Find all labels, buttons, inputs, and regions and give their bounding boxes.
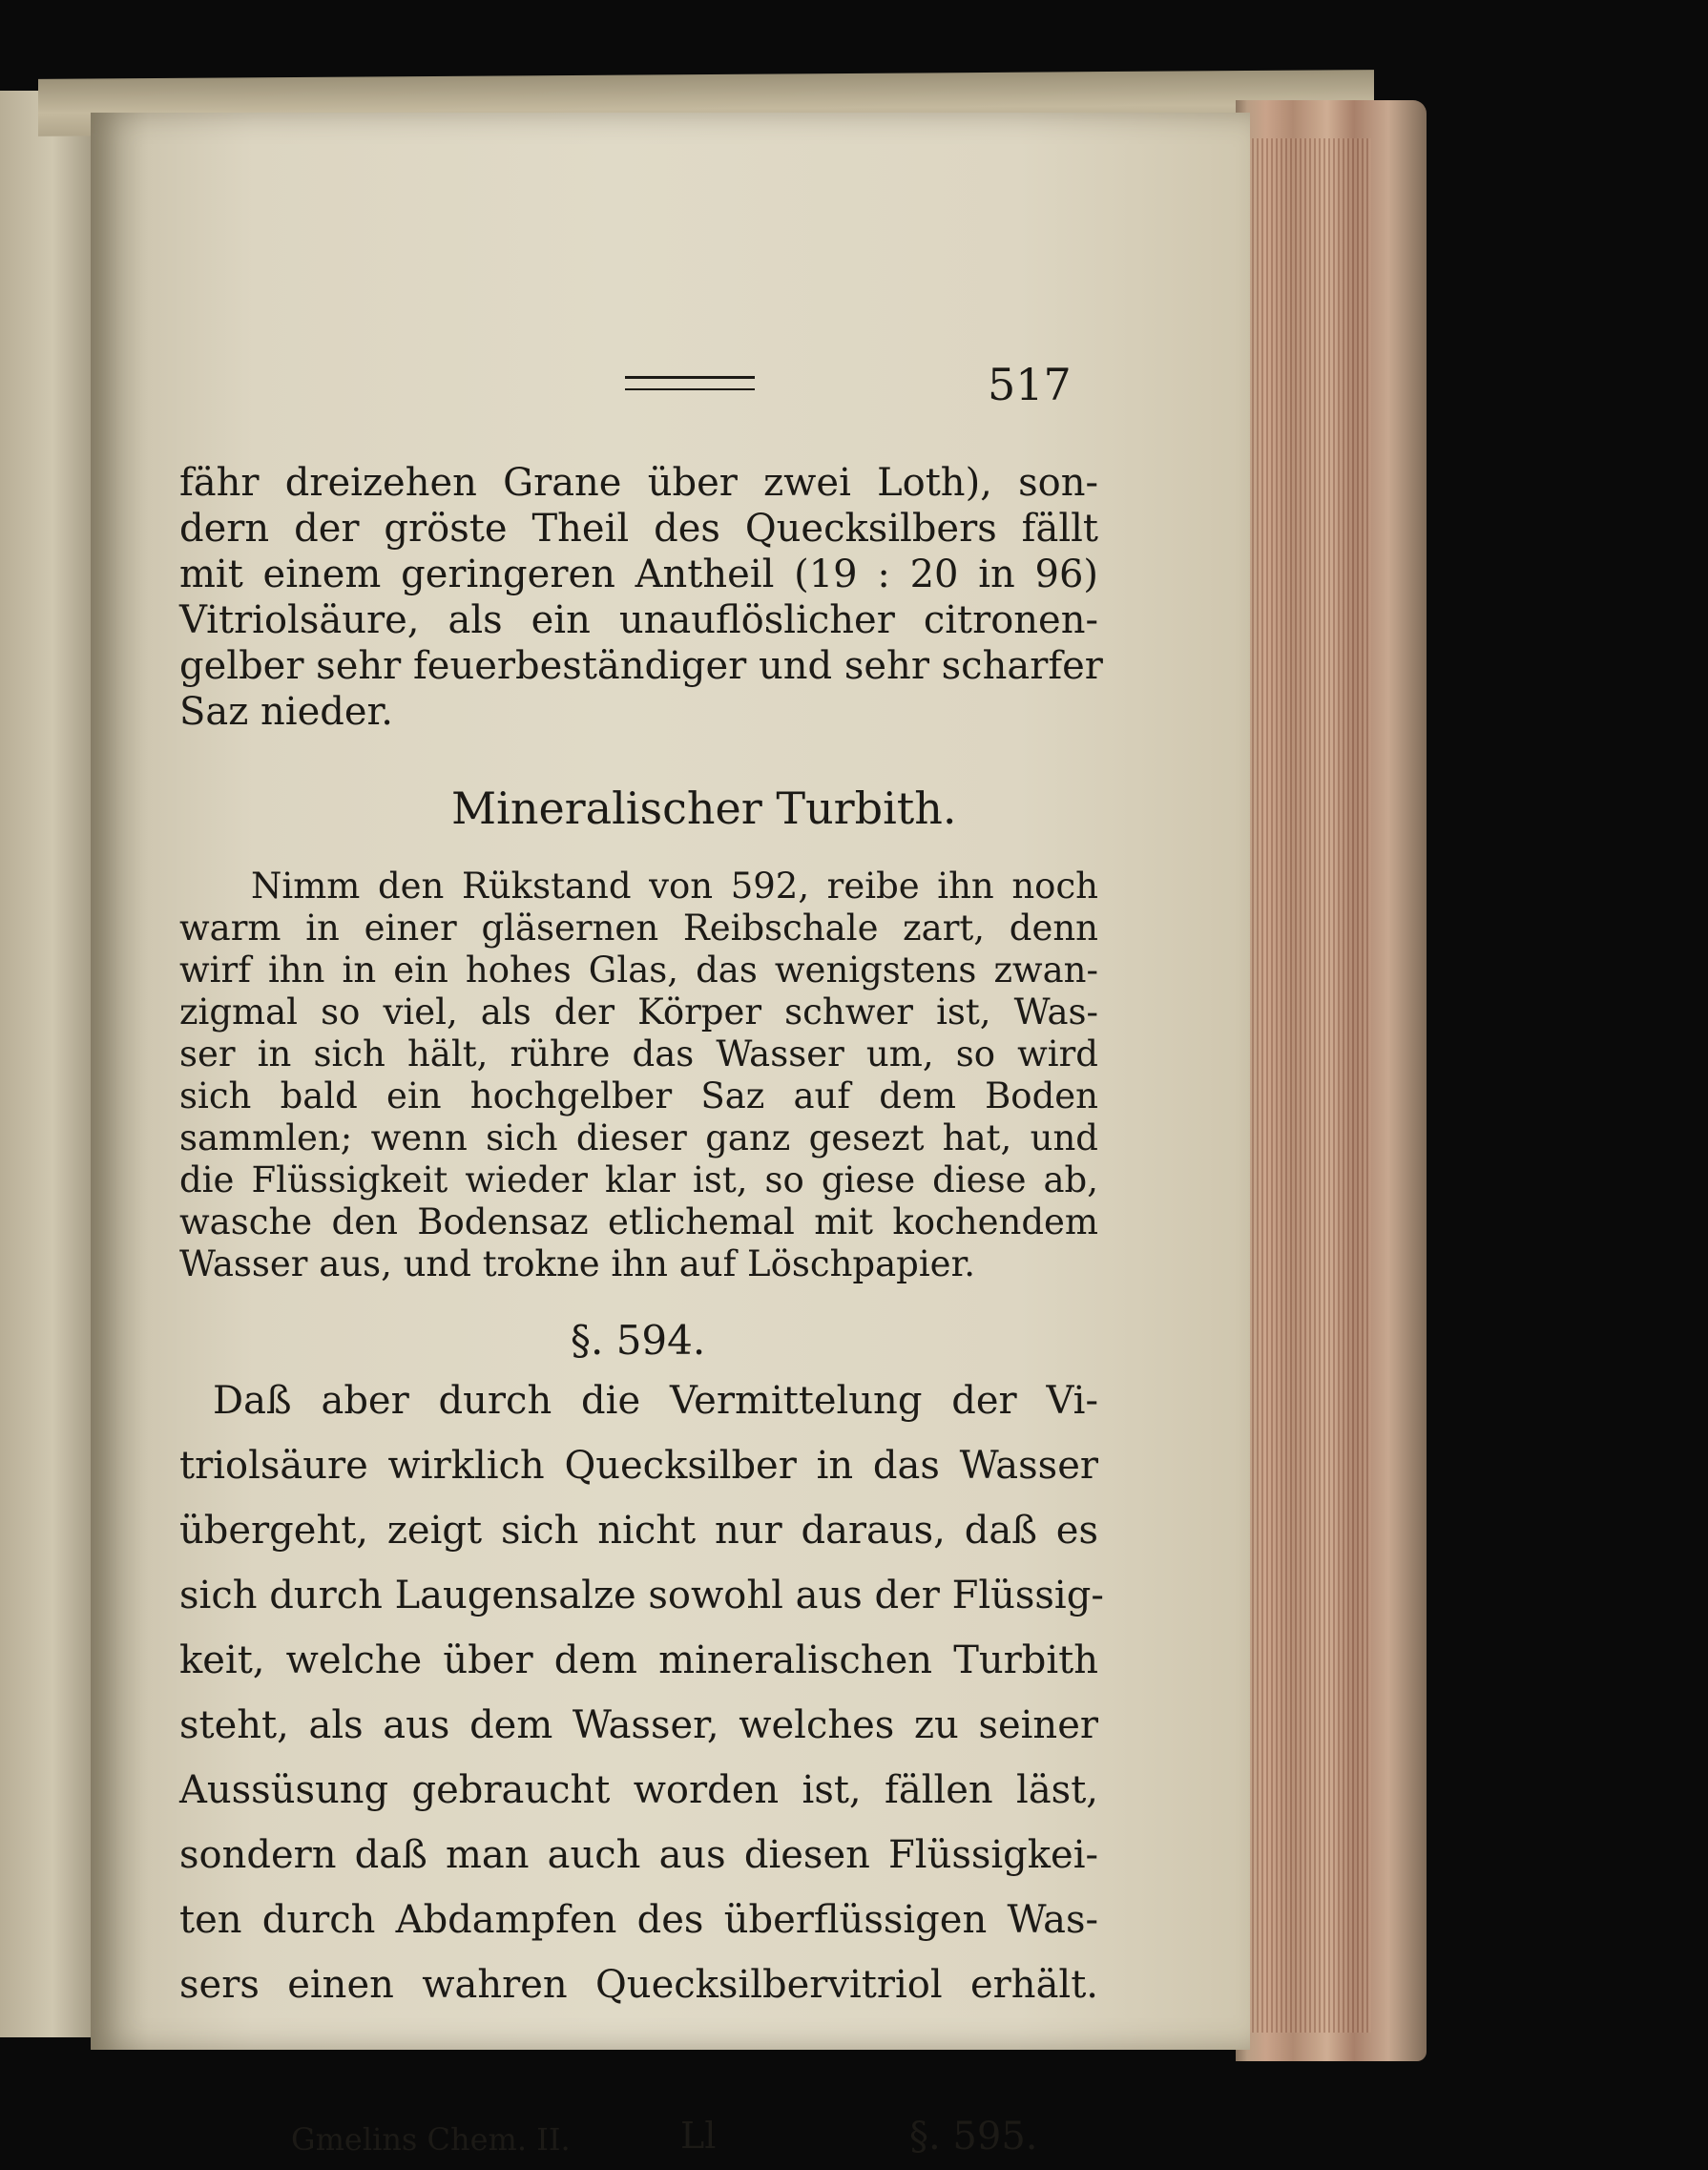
page-number: 517 (988, 359, 1072, 410)
text-line: warm in einer gläsernen Reibschale zart, denn (179, 908, 1098, 949)
text-line: sich durch Laugensalze sowohl aus der Flüssig- (179, 1574, 1104, 1617)
text-line: Aussüsung gebraucht worden ist, fällen läst, (179, 1768, 1098, 1812)
text-line: ten durch Abdampfen des überflüssigen Was- (179, 1898, 1098, 1942)
text-line: sers einen wahren Quecksilbervitriol erhält. (179, 1963, 1098, 2007)
text-line: ser in sich hält, rühre das Wasser um, so wird (179, 1033, 1098, 1075)
text-line: gelber sehr feuerbeständiger und sehr scharfer (179, 644, 1103, 688)
text-line: wasche den Bodensaz etlichemal mit kochendem (179, 1201, 1098, 1242)
book-page (91, 113, 1250, 2159)
text-line: mit einem geringeren Antheil (19 : 20 in 96) (179, 553, 1098, 596)
section-heading: Mineralischer Turbith. (451, 782, 957, 834)
book-fore-edge (1236, 100, 1427, 2061)
text-line: sich bald ein hochgelber Saz auf dem Boden (179, 1075, 1098, 1116)
text-line: sondern daß man auch aus diesen Flüssigkei- (179, 1833, 1098, 1877)
text-line: fähr dreizehen Grane über zwei Loth), son- (179, 461, 1098, 505)
text-line: Vitriolsäure, als ein unauflöslicher citronen- (179, 598, 1098, 642)
signature-line: Gmelins Chem. II. (291, 2121, 571, 2158)
header-rule (625, 376, 755, 390)
section-number: §. 594. (571, 1317, 706, 1364)
text-line: triolsäure wirklich Quecksilber in das Wasser (179, 1444, 1098, 1488)
text-line: Wasser aus, und trokne ihn auf Löschpapier. (179, 1243, 975, 1284)
left-page-edge (0, 91, 95, 2037)
text-line: steht, als aus dem Wasser, welches zu seiner (179, 1703, 1098, 1747)
text-line: Saz nieder. (179, 690, 393, 734)
text-line: wirf ihn in ein hohes Glas, das wenigstens zwan- (179, 949, 1098, 991)
text-line: Nimm den Rükstand von 592, reibe ihn noch (251, 866, 1098, 907)
text-line: übergeht, zeigt sich nicht nur daraus, daß es (179, 1509, 1098, 1553)
text-line: sammlen; wenn sich dieser ganz gesezt hat, und (179, 1117, 1098, 1158)
text-line: dern der gröste Theil des Quecksilbers fällt (179, 507, 1098, 551)
signature-mark: Ll (680, 2115, 717, 2157)
text-line: zigmal so viel, als der Körper schwer ist, Was- (179, 991, 1098, 1033)
catchword: §. 595. (909, 2115, 1038, 2159)
text-line: die Flüssigkeit wieder klar ist, so giese diese ab, (179, 1159, 1098, 1200)
text-line: keit, welche über dem mineralischen Turbith (179, 1638, 1098, 1682)
text-line: Daß aber durch die Vermittelung der Vi- (213, 1379, 1098, 1423)
